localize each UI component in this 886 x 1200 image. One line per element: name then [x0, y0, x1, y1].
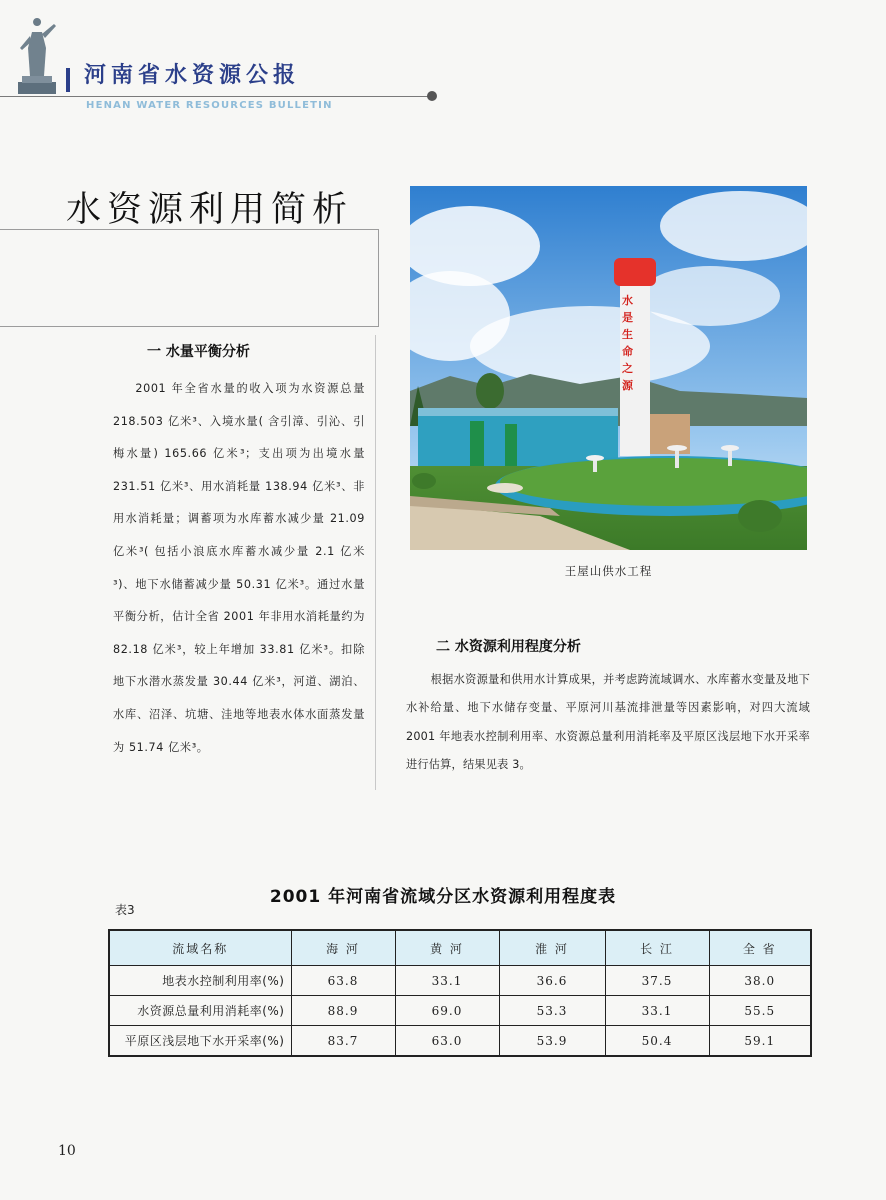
table-cell: 88.9 — [291, 996, 395, 1026]
table-cell: 59.1 — [709, 1026, 811, 1057]
table-cell: 36.6 — [499, 966, 605, 996]
column-header: 全 省 — [709, 930, 811, 966]
column-header: 淮 河 — [499, 930, 605, 966]
column-header: 海 河 — [291, 930, 395, 966]
table-cell: 63.0 — [395, 1026, 499, 1057]
water-balance-paragraph: 2001 年全省水量的收入项为水资源总量 218.503 亿米³、入境水量( 含引漳、引沁、引梅水量) 165.66 亿米³；支出项为出境水量 231.51 亿米³、用水消耗量 138.94 亿米³、非用水消耗量；调蓄项为水库蓄水减少量 21.09 亿米³( 包括小浪底水库蓄水减少量 2.1 亿米³)、地下水储蓄减少量 50.31 亿米³。通过水量平衡分析，估计全省 2001 年非用水消耗量约为 82.18 亿米³，较上年增加 33.81 亿米³。扣除地下水潜水蒸发量 30.44 亿米³，河道、湖泊、水库、沼泽、坑塘、洼地等地表水体水面蒸发量为 51.74 亿米³。 — [113, 382, 365, 754]
table-cell: 37.5 — [605, 966, 709, 996]
table-cell: 53.3 — [499, 996, 605, 1026]
water-project-photo — [410, 186, 807, 550]
row-header: 地表水控制利用率(%) — [109, 966, 291, 996]
table-cell: 69.0 — [395, 996, 499, 1026]
section-heading-utilization: 二 水资源利用程度分析 — [436, 639, 581, 655]
table-cell: 83.7 — [291, 1026, 395, 1057]
table-cell: 55.5 — [709, 996, 811, 1026]
table-row — [109, 966, 811, 996]
publication-subtitle: HENAN WATER RESOURCES BULLETIN — [86, 100, 333, 111]
tower-slogan: 水 是 生 命 之 源 — [622, 294, 633, 392]
water-balance-text — [113, 373, 365, 764]
statue-logo-icon — [12, 18, 62, 96]
row-header: 平原区浅层地下水开采率(%) — [109, 1026, 291, 1057]
photo-caption: 王屋山供水工程 — [564, 564, 653, 578]
row-header: 水资源总量利用消耗率(%) — [109, 996, 291, 1026]
utilization-table — [108, 929, 812, 1057]
header-divider-dot — [427, 91, 437, 101]
table-cell: 63.8 — [291, 966, 395, 996]
table-cell: 50.4 — [605, 1026, 709, 1057]
table-row — [109, 996, 811, 1026]
table-cell: 33.1 — [395, 966, 499, 996]
page-number: 10 — [58, 1143, 76, 1159]
column-header: 长 江 — [605, 930, 709, 966]
column-header: 黄 河 — [395, 930, 499, 966]
table-cell: 53.9 — [499, 1026, 605, 1057]
table-cell: 33.1 — [605, 996, 709, 1026]
section-heading-water-balance: 一 水量平衡分析 — [147, 344, 250, 360]
column-header: 流域名称 — [109, 930, 291, 966]
article-title: 水资源利用简析 — [66, 190, 354, 230]
header-accent-bar — [66, 68, 70, 92]
header-divider — [0, 96, 430, 97]
publication-title: 河南省水资源公报 — [84, 62, 301, 88]
table-title: 2001 年河南省流域分区水资源利用程度表 — [269, 887, 617, 907]
utilization-paragraph: 根据水资源量和供用水计算成果，并考虑跨流域调水、水库蓄水变量及地下水补给量、地下水储存变量、平原河川基流排泄量等因素影响，对四大流域 2001 年地表水控制利用率、水资源总量利用消耗率及平原区浅层地下水开采率进行估算，结果见表 3。 — [406, 673, 810, 772]
table-cell: 38.0 — [709, 966, 811, 996]
utilization-text — [406, 666, 810, 780]
table-label: 表3 — [115, 903, 135, 917]
title-frame — [0, 229, 379, 327]
table-header-row — [109, 930, 811, 966]
table-row — [109, 1026, 811, 1057]
column-divider — [375, 335, 376, 790]
